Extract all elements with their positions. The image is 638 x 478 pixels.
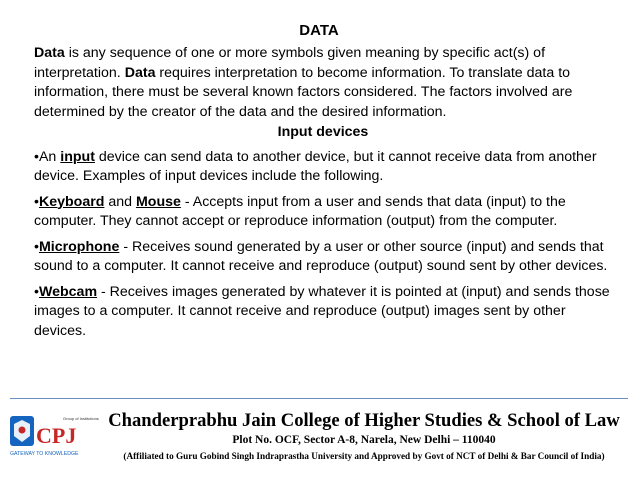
term-data-2: Data	[124, 64, 156, 81]
bullet-connector: and	[104, 193, 136, 210]
bullet-text: - Receives sound generated by a user or other source (input) and sends that sound to a computer. It cannot receive and reproduce (output) sound sent by other devices.	[34, 238, 608, 274]
section-heading: Input devices	[277, 124, 369, 140]
term-webcam: Webcam	[38, 283, 98, 300]
bullet-lead: •	[34, 193, 39, 210]
logo-group-text: Group of Institutions	[63, 416, 99, 421]
bullet-keyboard-mouse	[34, 193, 612, 232]
bullet-lead: •An	[34, 148, 61, 165]
logo-dot-icon	[19, 427, 26, 434]
bullet-lead: •	[34, 283, 39, 300]
term-mouse: Mouse	[135, 193, 181, 210]
term-keyboard: Keyboard	[38, 193, 105, 210]
college-logo	[8, 410, 99, 462]
logo-caption: GATEWAY TO KNOWLEDGE	[10, 451, 79, 457]
bullet-microphone	[34, 238, 612, 277]
bullet-webcam	[34, 283, 612, 342]
slide-title: DATA	[299, 22, 339, 39]
term-input: input	[60, 148, 95, 165]
footer-divider	[10, 398, 628, 399]
term-data: Data	[34, 45, 65, 61]
intro-text-1: is any sequence of one or more symbols given meaning by specific act(s) of interpretation.	[34, 45, 546, 81]
bullet-text: - Receives images generated by whatever it is pointed at (input) and sends those images to a computer. It cannot receive and reproduce (output) images sent by other devices.	[34, 283, 610, 339]
bullet-lead: •	[34, 238, 39, 255]
slide-content	[34, 44, 612, 347]
college-name: Chanderprabhu Jain College of Higher Studies & School of Law	[108, 410, 620, 431]
intro-paragraph	[34, 44, 612, 122]
college-affiliation: (Affiliated to Guru Gobind Singh Indraprastha University and Approved by Govt of NCT of Delhi & Bar Council of India)	[123, 451, 605, 461]
bullet-input	[34, 148, 612, 187]
term-microphone: Microphone	[38, 238, 120, 255]
college-address: Plot No. OCF, Sector A-8, Narela, New Delhi – 110040	[232, 434, 496, 446]
bullet-text: - Accepts input from a user and sends that data (input) to the computer. They cannot accept or reproduce information (output) from the computer.	[34, 193, 566, 229]
logo-letters: CPJ	[36, 423, 77, 448]
intro-text-2: requires interpretation to become information. To translate data to information, there must be several known factors considered. The factors involved are determined by the creator of the data and the desired information.	[34, 64, 573, 120]
bullet-text: device can send data to another device, but it cannot receive data from another device. Examples of input devices include the following.	[34, 148, 597, 184]
